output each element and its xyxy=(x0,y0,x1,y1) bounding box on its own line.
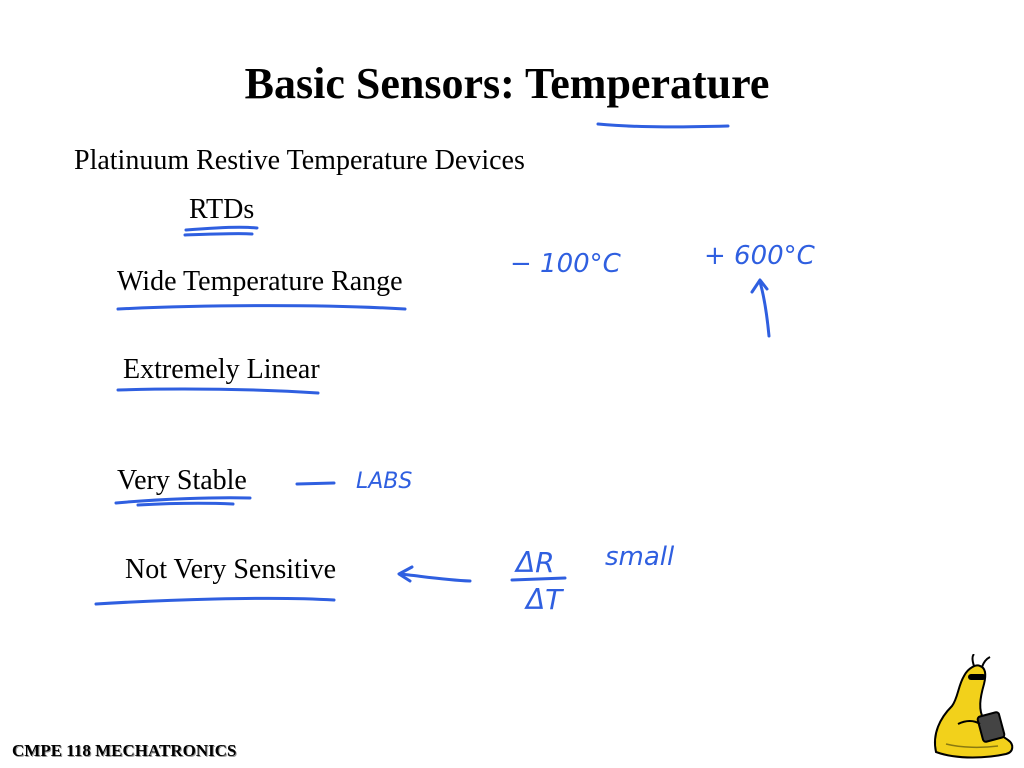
sensitivity-note: small xyxy=(605,542,675,572)
ratio-bottom: ΔT xyxy=(526,583,563,616)
underline-stable-2 xyxy=(138,503,233,505)
arrow-shaft xyxy=(400,574,470,581)
underline-linear xyxy=(118,389,318,393)
arrow-up-shaft xyxy=(760,282,769,336)
dash-after-stable xyxy=(297,483,334,484)
range-high-note: + 600°C xyxy=(704,241,815,271)
underline-rtds-2 xyxy=(185,234,252,235)
banana-slug-mascot-icon xyxy=(928,654,1018,762)
bullet-platinum-rtd: Platinuum Restive Temperature Devices xyxy=(74,145,525,176)
arrow-up-head xyxy=(752,280,767,292)
course-footer: CMPE 118 MECHATRONICS xyxy=(12,741,237,760)
fraction-bar xyxy=(512,578,565,580)
stable-note: LABS xyxy=(356,469,413,494)
arrow-head xyxy=(399,567,412,581)
bullet-not-very-sensitive: Not Very Sensitive xyxy=(125,554,337,585)
underline-temperature xyxy=(598,124,728,127)
range-low-note: − 100°C xyxy=(510,249,621,279)
bullet-wide-temperature-range: Wide Temperature Range xyxy=(117,266,403,297)
underline-stable xyxy=(116,498,250,503)
bullet-extremely-linear: Extremely Linear xyxy=(123,354,320,385)
underline-not-sensitive xyxy=(96,598,334,604)
bullet-rtds: RTDs xyxy=(189,194,255,225)
bullet-very-stable: Very Stable xyxy=(117,465,247,496)
underline-rtds xyxy=(186,227,257,230)
ratio-top: ΔR xyxy=(516,546,555,579)
underline-wide-range xyxy=(118,306,405,309)
slide-title: Basic Sensors: Temperature xyxy=(244,59,770,108)
